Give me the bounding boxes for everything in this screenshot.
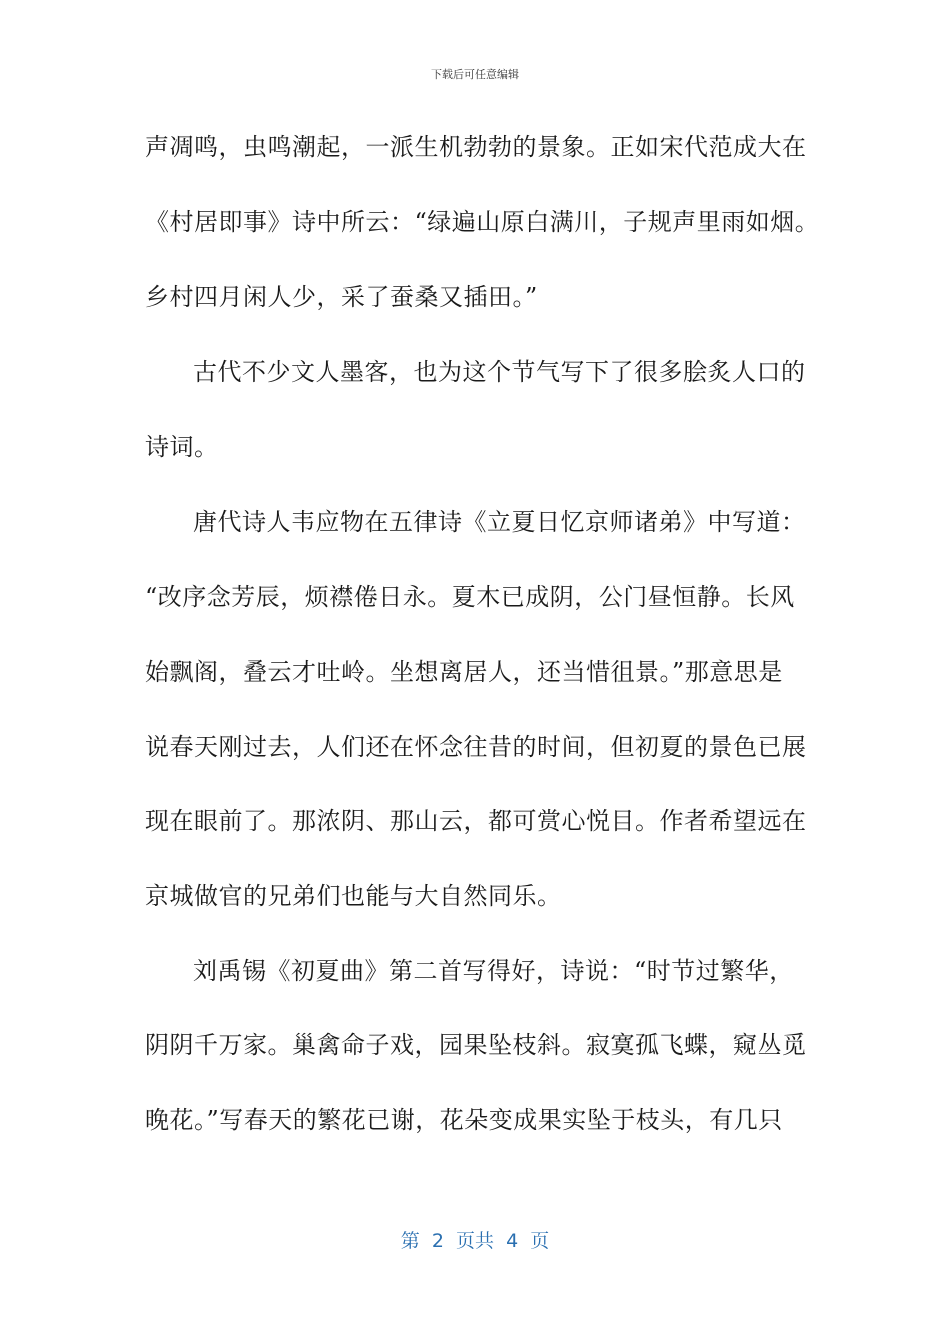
text-line: 现在眼前了。那浓阴、那山云，都可赏心悦目。作者希望远在	[145, 807, 807, 835]
text-line: 京城做官的兄弟们也能与大自然同乐。	[145, 882, 562, 910]
text-line: 晚花。”写春天的繁花已谢，花朵变成果实坠于枝头，有几只	[145, 1106, 783, 1134]
text-line: 声凋鸣，虫鸣潮起，一派生机勃勃的景象。正如宋代范成大在	[145, 133, 807, 161]
text-line: 乡村四月闲人少，采了蚕桑又插田。”	[145, 283, 538, 311]
text-line: 阴阴千万家。巢禽命子戏，园果坠枝斜。寂寞孤飞蝶，窥丛觅	[145, 1031, 807, 1059]
paragraph-start-line: 刘禹锡《初夏曲》第二首写得好，诗说：“时节过繁华，	[193, 957, 794, 985]
page-number-text: 第 2 页共 4 页	[400, 1230, 550, 1252]
text-line: 说春天刚过去，人们还在怀念往昔的时间，但初夏的景色已展	[145, 733, 807, 761]
text-line: 始飘阁，叠云才吐岭。坐想离居人，还当惜徂景。”那意思是	[145, 658, 783, 686]
paragraph-start-line: 唐代诗人韦应物在五律诗《立夏日忆京师诸弟》中写道：	[193, 508, 806, 536]
paragraph-start-line: 古代不少文人墨客，也为这个节气写下了很多脍炙人口的	[193, 358, 806, 386]
page-number-footer	[0, 1226, 950, 1253]
text-line: “改序念芳辰，烦襟倦日永。夏木已成阴，公门昼恒静。长风	[145, 583, 795, 611]
text-line: 诗词。	[145, 433, 219, 461]
page-header: 下载后可任意编辑	[431, 68, 519, 81]
text-line: 《村居即事》诗中所云：“绿遍山原白满川，子规声里雨如烟。	[145, 208, 820, 236]
